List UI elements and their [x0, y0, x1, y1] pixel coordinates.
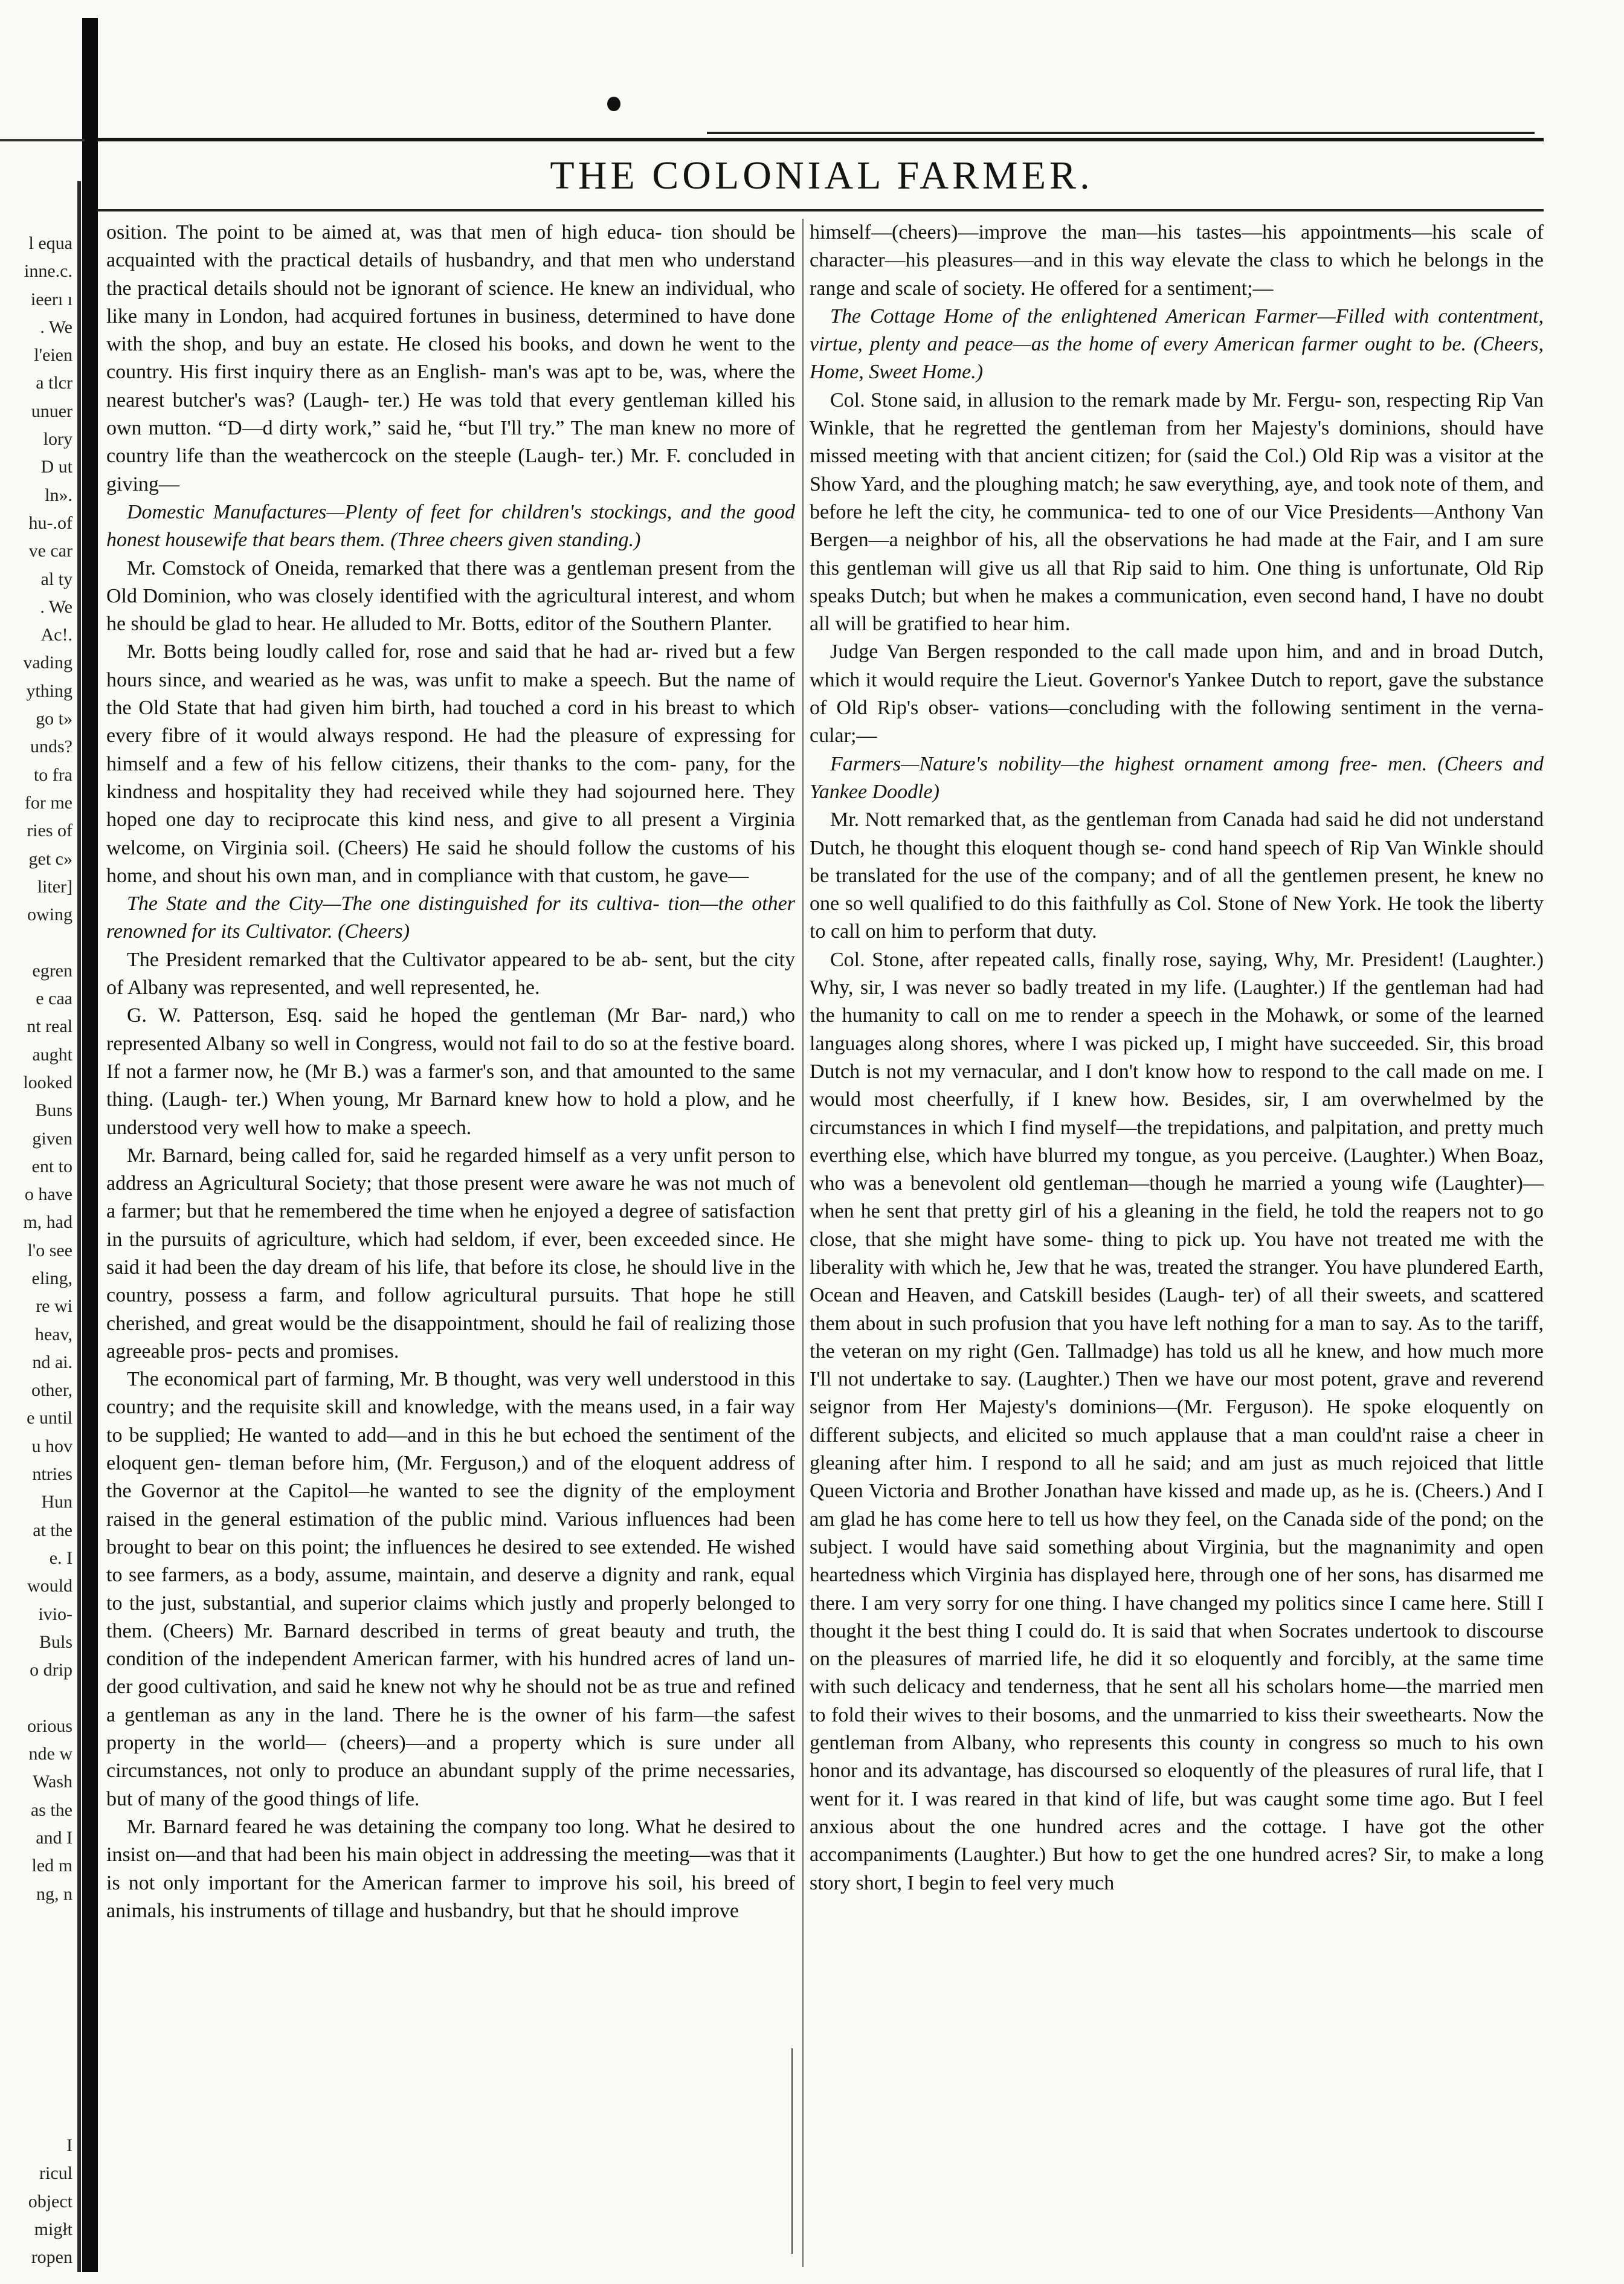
margin-fragment: m, had — [23, 1212, 72, 1233]
margin-fragment: Wash — [33, 1772, 72, 1792]
margin-fragment: at the — [33, 1520, 72, 1540]
margin-fragment: lory — [43, 429, 72, 450]
paragraph: Mr. Barnard, being called for, said he regarded himself as a very unfit person to address an Agricultural Society; that those present were aware he was not much of a farmer; but that he remembered the time when he enjoyed a degree of satisfaction in the pursuits of agriculture, which had seldom, if ever, been exceeded since. He said it had been the day dream of his life, that before its close, he should live in the country, possess a farm, and follow agricultural pursuits. That hope he still cherished, and great would be the disappointment, should he fail of realizing those agreeable pros- pects and promises. — [106, 1144, 795, 1363]
margin-fragment: looked — [23, 1072, 72, 1092]
margin-fragment: ng, n — [36, 1883, 72, 1904]
margin-fragment: re wi — [36, 1296, 72, 1317]
margin-fragment: to fra — [33, 764, 72, 785]
margin-fragment: . We — [40, 596, 72, 617]
margin-fragment — [0, 1936, 72, 1964]
masthead-underline — [97, 209, 1544, 211]
margin-fragment: given — [32, 1128, 72, 1149]
margin-fragment: get c» — [28, 848, 72, 869]
margin-fragment: other, — [31, 1380, 72, 1401]
paragraph: The President remarked that the Cultivator appeared to be ab- sent, but the city of Albany was represented, and well represented, he. — [106, 948, 795, 999]
margin-fragment: l'o see — [27, 1240, 72, 1260]
margin-fragment: ything — [26, 680, 72, 701]
margin-fragment: o drip — [30, 1660, 72, 1680]
paragraph: Mr. Comstock of Oneida, remarked that there was a gentleman present from the Old Dominion, who was closely identified with the agricultural interest, and whom he should be glad to hear. He alluded to Mr. Botts, editor of the Southern Planter. — [106, 556, 795, 636]
header-rule — [97, 138, 1544, 141]
ink-dot — [607, 97, 620, 111]
margin-fragment: a tlcr — [36, 373, 72, 393]
margin-fragment: unuer — [31, 401, 72, 421]
margin-fragment: o have — [24, 1184, 72, 1205]
margin-fragment: ntries — [32, 1464, 72, 1485]
margin-fragment: Buls — [39, 1631, 72, 1652]
margin-fragment — [0, 2020, 72, 2048]
margin-fragment: aught — [32, 1044, 72, 1065]
margin-fragment: owing — [27, 905, 72, 925]
paragraph: Judge Van Bergen responded to the call made upon him, and and in broad Dutch, which it would require the Lieut. Governor's Yankee Dutch to report, gave the substance of Old Rip's obser- vations—concluding with the following sentiment in the verna- cular;— — [810, 640, 1544, 747]
margin-fragment — [0, 1684, 72, 1712]
margin-fragment: e caa — [36, 989, 72, 1009]
margin-fragment: liter] — [37, 876, 72, 897]
margin-fragment — [0, 2076, 72, 2104]
margin-fragment: l'eien — [34, 345, 72, 366]
margin-fragment — [0, 1908, 72, 1936]
left-margin-fragments — [0, 230, 72, 2272]
margin-fragment: nd ai. — [32, 1352, 72, 1372]
margin-fragment: I — [66, 2135, 72, 2156]
binding-spine — [82, 18, 98, 2272]
margin-fragment: ve car — [28, 541, 72, 561]
margin-fragment: ivio- — [38, 1604, 72, 1624]
paragraph: osition. The point to be aimed at, was that men of high educa- tion should be acquainted with the practical details of husbandry, and that men who understand the practical details should not be ignorant of science. He knew an individual, who like many in London, had acquired fortunes in business, determined to have done with the shop, and buy an estate. He closed his books, and down he went to the country. His first inquiry there as an English- man's was apt to be, was, where the nearest butcher's was? (Laugh- ter.) He was told that every gentleman killed his own mutton. “D—d dirty work,” said he, “but I'll try.” The man knew no more of country life than the weathercock on the steeple (Laugh- ter.) Mr. F. concluded in giving— — [106, 221, 795, 495]
paragraph: Col. Stone said, in allusion to the remark made by Mr. Fergu- son, respecting Rip Van Winkle, that he regretted the gentleman from her Majesty's dominions, should have missed meeting with that ancient citizen; for (said the Col.) Old Rip was a visitor at the Show Yard, and the ploughing match; he saw everything, aye, and took note of them, and before he left the city, he communica- ted to one of our Vice Presidents—Anthony Van Bergen—a neighbor of his, all the observations he had made at the Fair, and I am sure this gentleman will give us all that Rip said to him. One thing is unfortunate, Old Rip speaks Dutch; but when he makes a communication, even second hand, I have no doubt all will be gratified to hear him. — [810, 389, 1544, 636]
margin-fragment: orious — [27, 1715, 72, 1736]
margin-fragment: inne.c. — [24, 261, 72, 282]
paragraph: Col. Stone, after repeated calls, finally rose, saying, Why, Mr. President! (Laughter.) Why, sir, I was never so badly treated in my life. (Laughter.) If the gentleman had had the humanity to call on me to render a speech in the Mohawk, or some of the learned languages along shores, where I was picked up, I might have succeeded. Sir, this broad Dutch is not my vernacular, and I don't know how to respond to the call made on me. I would most cheerfully, if I knew how. Besides, sir, I am overwhelmed by the circumstances in which I find myself—the trepidations, and palpitation, and pretty much everthing else, which have blurred my tongue, as you perceive. (Laughter.) When Boaz, who was a benevolent old gentleman—though he married a young wife (Laughter)—when he sent that pretty girl of his a gleaning in the field, he told the reapers not to go close, that she might have some- thing to pick up. You have not treated me with the liberality with which he, Jew that he was, treated the stranger. You have plundered Earth, Ocean and Heaven, and Catskill besides (Laugh- ter) of all their sweets, and scattered them about in such profusion that you have left nothing for a man to say. As to the tariff, the veteran on my right (Gen. Tallmadge) has told us all he knew, and how much more I'll not undertake to say. (Laughter.) Then we have our most potent, grave and reverend seignor from Her Majesty's dominions—(Mr. Ferguson). He spoke eloquently on different subjects, and elicited so much applause that a man could'nt raise a cheer in gleaning after him. I respond to all he said; and am just as much rejoiced that little Queen Victoria and Brother Jonathan have kissed and made up, as he is. (Cheers.) And I am glad he has come here to tell us how they feel, on the Canada side of the pond; on the subject. I would have said something about Virginia, but the magnanimity and open heartedness which Virginia has displayed here, through one of her sons, has disarmed me there. I am very sorry for one thing. I have changed my politics since I came here. Still I thought it the best thing I could do. It is said that when Socrates undertook to discourse on the pleasures of married life, he did it so eloquently and forcibly, at the same time with such delicacy and tenderness, that he sent all his scholars home—the married men to fold their wives to their bosoms, and the unmarried to kiss their sweethearts. Now the gentleman from Albany, who represents this county in congress so much to his own honor and its advantage, has discoursed so eloquently of the pleasures of rural life, that I went for it. I was reared in that kind of life, but was caught some time ago. But I feel anxious about the one hundred acres and the cottage. I have got the other accompaniments (Laughter.) But how to get the one hundred acres? Sir, to make a long story short, I begin to feel very much — [810, 948, 1544, 1894]
margin-fragment: object — [28, 2191, 72, 2211]
margin-fragment: D ut — [40, 457, 72, 477]
binding-spine-edge — [77, 181, 81, 2272]
column-divider — [802, 219, 804, 2267]
margin-fragment — [0, 2104, 72, 2132]
margin-fragment: go t» — [36, 709, 72, 729]
paragraph: The Cottage Home of the enlightened American Farmer—Filled with contentment, virtue, plenty and peace—as the home of every American farmer ought to be. (Cheers, Home, Sweet Home.) — [810, 305, 1544, 384]
margin-fragment: and I — [36, 1827, 72, 1848]
margin-fragment: unds? — [30, 737, 72, 757]
paragraph: himself—(cheers)—improve the man—his tastes—his appointments—his scale of character—his pleasures—and in this way elevate the class to which he belongs in the range and scale of society. He offered for a sentiment;— — [810, 221, 1544, 300]
margin-fragment: Hun — [41, 1492, 72, 1512]
margin-fragment: Buns — [35, 1100, 72, 1121]
paragraph: Domestic Manufactures—Plenty of feet for children's stockings, and the good honest housewife that bears them. (Three cheers given standing.) — [106, 500, 795, 552]
margin-fragment: ries of — [27, 821, 72, 841]
margin-fragment: e. I — [49, 1547, 72, 1568]
margin-fragment: migłt — [34, 2219, 72, 2240]
margin-fragment: al ty — [40, 569, 72, 589]
margin-fragment: ieerı ı — [30, 289, 72, 309]
text-column-right — [810, 219, 1544, 2267]
margin-fragment — [0, 929, 72, 957]
margin-fragment: would — [27, 1576, 72, 1596]
top-thin-rule — [707, 132, 1535, 134]
margin-fragment: hu-.of — [28, 512, 72, 533]
paragraph: G. W. Patterson, Esq. said he hoped the gentleman (Mr Bar- nard,) who represented Albany so well in Congress, would not fail to do so at the festive board. If not a farmer now, he (Mr B.) was a farmer's son, and that amounted to the same thing. (Laugh- ter.) When young, Mr Barnard knew how to hold a plow, and he understood very well how to make a speech. — [106, 1004, 795, 1139]
text-column-left — [106, 219, 795, 2267]
margin-fragment: l equa — [28, 233, 72, 253]
margin-fragment: heav, — [34, 1324, 72, 1344]
margin-fragment: eling, — [31, 1268, 72, 1288]
paragraph: Farmers—Nature's nobility—the highest ornament among free- men. (Cheers and Yankee Doodle) — [810, 752, 1544, 803]
column-divider-lower — [791, 2048, 793, 2254]
margin-fragment: led m — [31, 1856, 72, 1876]
paragraph: Mr. Botts being loudly called for, rose and said that he had ar- rived but a few hours since, and wearied as he was, was unfit to make a speech. But the name of the Old State that had given him birth, had touched a cord in his breast to which every fibre of it would always respond. He had the pleasure of expressing for himself and a few of his fellow citizens, their thanks to the com- pany, for the kindness and hospitality they had received while they had sojourned here. They hoped one day to reciprocate this kind ness, and give to all present a Virginia welcome, on Virginia soil. (Cheers) He said he should follow the customs of his home, and shout his own man, and in compliance with that custom, he gave— — [106, 640, 795, 887]
margin-fragment: u hov — [31, 1436, 72, 1456]
margin-fragment: e until — [27, 1408, 72, 1428]
margin-fragment: ln». — [45, 485, 72, 505]
masthead-title: THE COLONIAL FARMER. — [550, 153, 1094, 198]
margin-fragment: egren — [32, 960, 72, 981]
margin-fragment: ricul — [39, 2163, 72, 2184]
margin-fragment: ropen — [31, 2247, 72, 2268]
margin-fragment: as the — [30, 1799, 72, 1820]
margin-fragment — [0, 2048, 72, 2076]
margin-fragment — [0, 1992, 72, 2020]
paragraph: Mr. Nott remarked that, as the gentleman from Canada had said he did not understand Dutch, he thought this eloquent though se- cond hand speech of Rip Van Winkle should be translated for the use of the company; and of all the gentlemen present, he knew no one so well qualified to do this faithfully as Col. Stone of New York. He took the liberty to call on him to perform that duty. — [810, 808, 1544, 943]
margin-fragment: ent to — [31, 1156, 72, 1176]
margin-fragment: Ac!. — [40, 625, 72, 645]
margin-fragment — [0, 1964, 72, 1992]
paragraph: The economical part of farming, Mr. B thought, was very well understood in this country; and the requisite skill and knowledge, with the means used, in a fair way to be supplied; He wanted to add—and in this he but echoed the sentiment of the eloquent gen- tleman before him, (Mr. Ferguson,) and of the eloquent address of the Governor at the Capitol—he wanted to see the dignity of the employment raised in the general estimation of the public mind. Various influences had been brought to bear on this point; the influences he desired to see extended. He wished to see farmers, as a body, assume, maintain, and deserve a dignity and rank, equal to the just, substantial, and superior claims which justly and properly belonged to them. (Cheers) Mr. Barnard described in terms of great beauty and truth, the condition of the independent American farmer, with his hundred acres of land un- der good cultivation, and said he knew not why he should not be as true and refined a gentleman as any in the land. There he is the owner of his farm—the safest property in the world— (cheers)—and a property which is sure under all circumstances, not only to produce an abundant supply of the prime necessaries, but of many of the good things of life. — [106, 1368, 795, 1810]
margin-fragment: vading — [23, 653, 72, 673]
margin-fragment: . We — [40, 317, 72, 337]
margin-fragment: for me — [24, 792, 72, 813]
paragraph: The State and the City—The one distinguished for its cultiva- tion—the other renowned for its Cultivator. (Cheers) — [106, 892, 795, 943]
margin-fragment: nde w — [28, 1744, 72, 1764]
paragraph: Mr. Barnard feared he was detaining the company too long. What he desired to insist on—and that had been his main object in addressing the meeting—was that it is not only important for the American farmer to improve his soil, his breed of animals, his instruments of tillage and husbandry, but that he should improve — [106, 1815, 795, 1922]
header-rule-left — [0, 139, 85, 141]
margin-fragment: nt real — [27, 1016, 72, 1037]
